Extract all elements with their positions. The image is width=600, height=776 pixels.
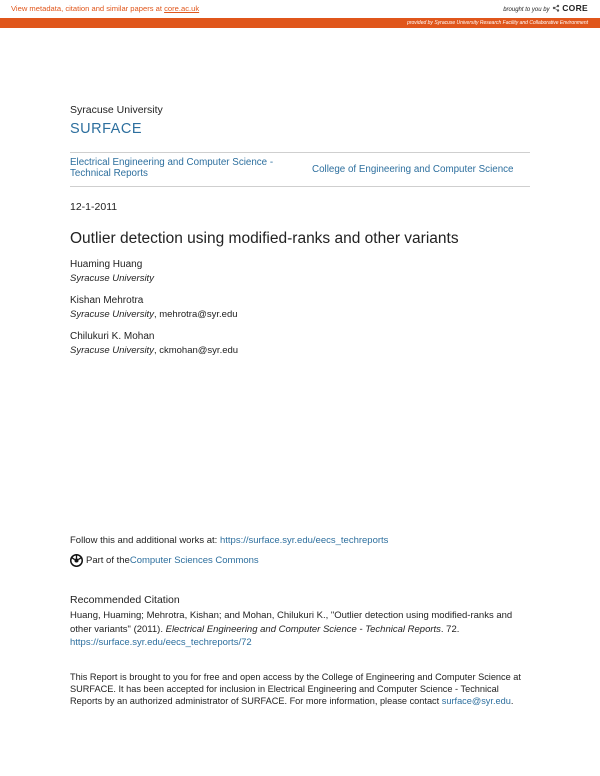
publication-date: 12-1-2011 xyxy=(70,201,118,213)
citation-journal: Electrical Engineering and Computer Science - Technical Reports xyxy=(165,623,441,635)
citation-text: Huang, Huaming; Mehrotra, Kishan; and Mohan, Chilukuri K., "Outlier detection using modified-ranks and other variants" (2011). xyxy=(70,610,513,635)
affiliation-text: Syracuse University xyxy=(70,273,154,284)
citation-block xyxy=(70,609,532,650)
core-logo-icon xyxy=(551,4,560,12)
divider-top xyxy=(70,152,530,153)
author-name: Chilukuri K. Mohan xyxy=(70,331,155,342)
author-affiliation xyxy=(70,309,238,320)
author-affiliation xyxy=(70,273,154,284)
provider-banner xyxy=(0,18,600,28)
divider-bottom xyxy=(70,186,530,187)
notice-end: . xyxy=(510,696,514,706)
citation-number: . 72. xyxy=(440,623,460,635)
follow-line xyxy=(70,535,388,546)
metadata-notice xyxy=(11,4,199,13)
author-email: , mehrotra@syr.edu xyxy=(153,309,238,320)
part-of-line xyxy=(70,554,259,567)
affiliation-text: Syracuse University xyxy=(70,309,154,320)
author-name: Kishan Mehrotra xyxy=(70,295,144,306)
brought-by-text: brought to you by xyxy=(503,7,550,13)
contact-email-link[interactable]: surface@syr.edu xyxy=(441,696,511,706)
access-notice xyxy=(70,671,532,707)
citation-heading: Recommended Citation xyxy=(70,594,180,606)
computer-sciences-commons-link[interactable]: Computer Sciences Commons xyxy=(129,555,259,566)
core-topbar xyxy=(0,0,600,18)
affiliation-text: Syracuse University xyxy=(70,345,154,356)
metadata-text: View metadata, citation and similar papers at xyxy=(11,4,165,13)
surface-link[interactable]: SURFACE xyxy=(70,121,142,137)
follow-url-link[interactable]: https://surface.syr.edu/eecs_techreports xyxy=(219,535,389,546)
author-affiliation xyxy=(70,345,238,356)
part-of-text: Part of the xyxy=(86,555,130,566)
notice-text: This Report is brought to you for free and open access by the College of Engineering and Computer Science at SURFACE. It has been accepted for inclusion in Electrical Engineering and Computer Science - Technical Reports by an authorized administrator of SURFACE. For more information, please contact xyxy=(70,672,521,706)
follow-text: Follow this and additional works at: xyxy=(70,535,220,546)
paper-title: Outlier detection using modified-ranks and other variants xyxy=(70,230,459,247)
citation-url-link[interactable]: https://surface.syr.edu/eecs_techreports/72 xyxy=(70,637,252,648)
core-label: CORE xyxy=(562,3,588,13)
author-email: , ckmohan@syr.edu xyxy=(153,345,239,356)
university-name: Syracuse University xyxy=(70,104,163,116)
open-access-icon xyxy=(70,554,83,567)
author-name: Huaming Huang xyxy=(70,259,143,270)
core-brand[interactable] xyxy=(503,3,588,13)
series-collection-link[interactable]: Electrical Engineering and Computer Science - Technical Reports xyxy=(70,157,274,179)
core-link[interactable]: core.ac.uk xyxy=(164,4,200,13)
college-link[interactable]: College of Engineering and Computer Science xyxy=(312,164,514,175)
provided-by-text: provided by Syracuse University Research Facility and Collaborative Environment xyxy=(407,19,588,26)
